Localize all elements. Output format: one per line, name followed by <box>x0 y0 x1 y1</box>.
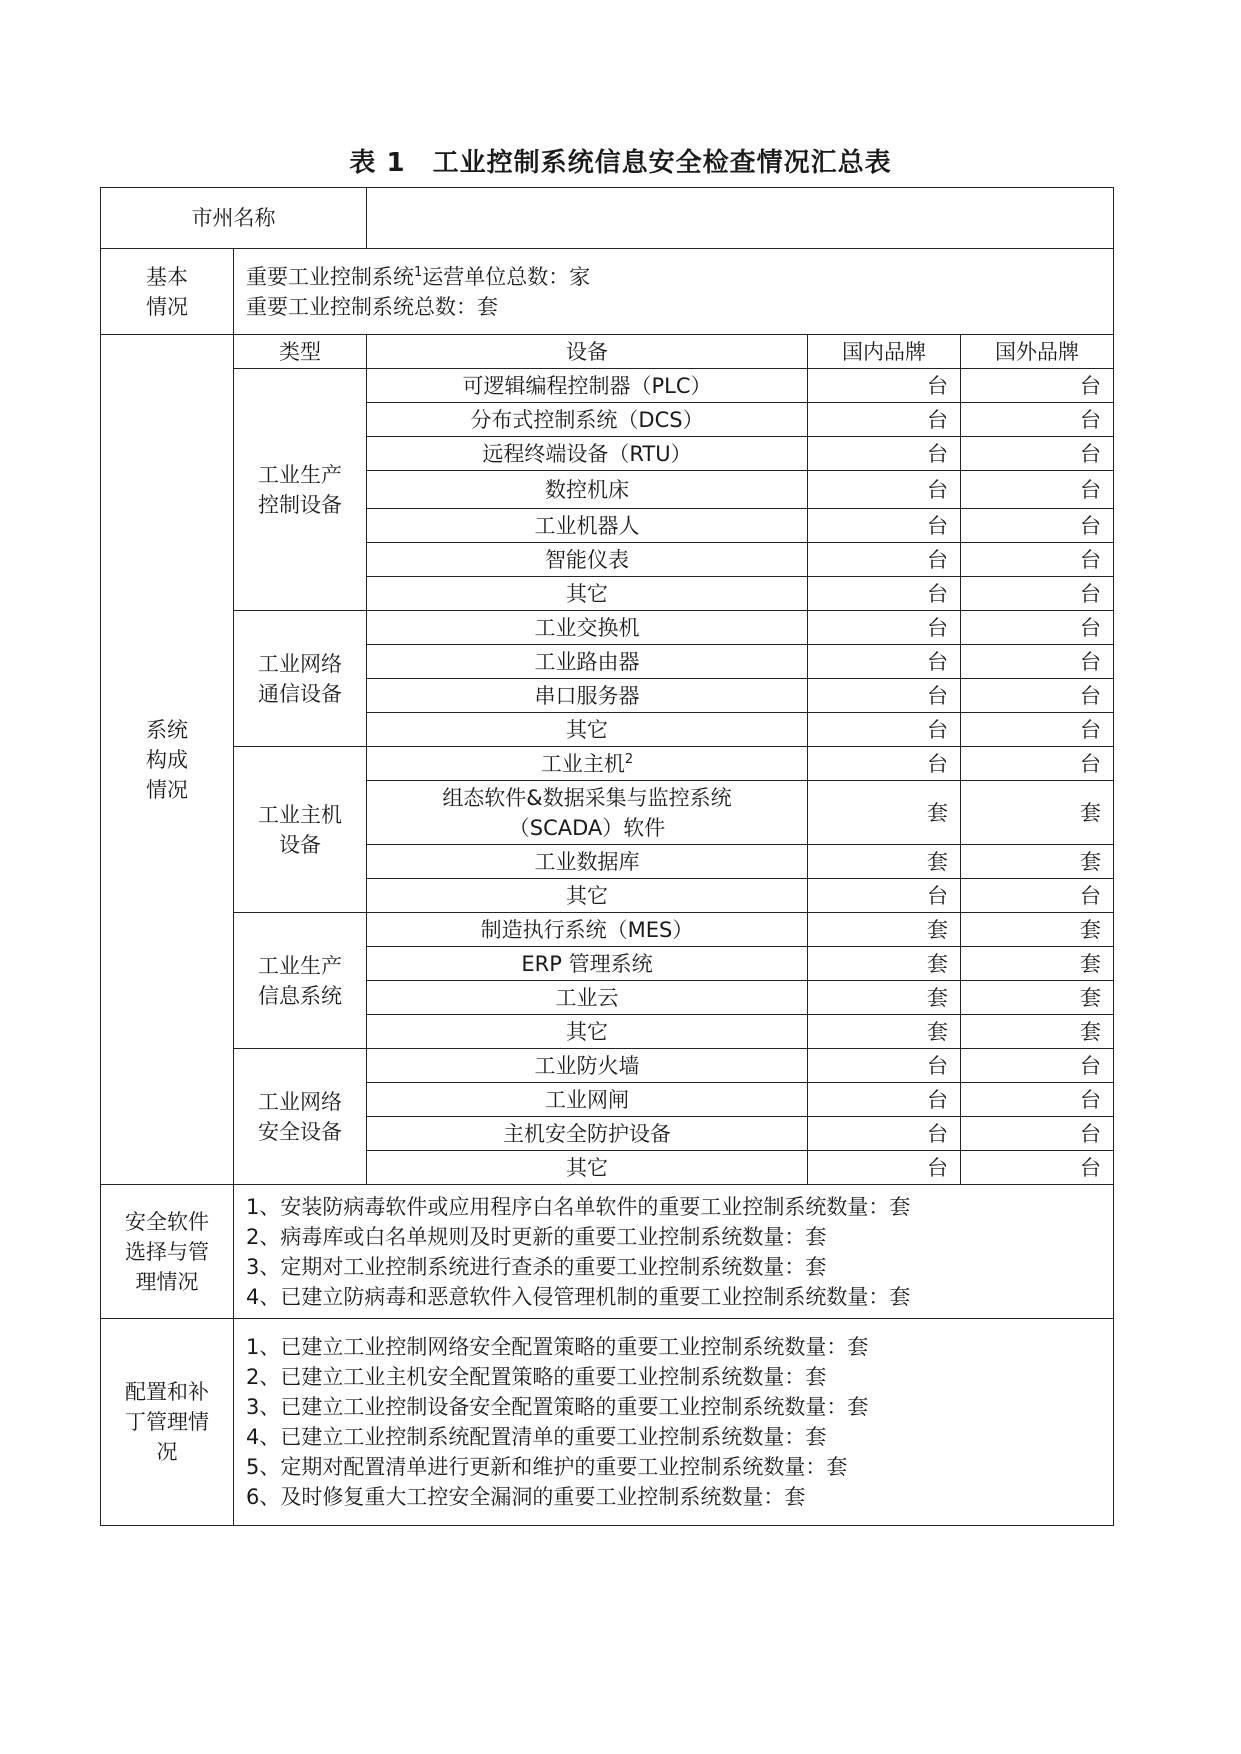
foreign-count-cell[interactable]: 台 <box>961 509 1114 543</box>
foreign-count-cell[interactable]: 台 <box>961 577 1114 611</box>
foreign-count-cell[interactable]: 台 <box>961 1049 1114 1083</box>
list-item: 3、定期对工业控制系统进行查杀的重要工业控制系统数量：套 <box>246 1254 827 1279</box>
device-cell: 主机安全防护设备 <box>367 1117 808 1151</box>
device-cell: 工业数据库 <box>367 845 808 879</box>
header-type: 类型 <box>234 335 367 369</box>
domestic-count-cell[interactable]: 台 <box>808 509 961 543</box>
domestic-count-cell[interactable]: 台 <box>808 577 961 611</box>
foreign-count-cell[interactable]: 台 <box>961 1117 1114 1151</box>
city-value-field[interactable] <box>367 188 1114 249</box>
domestic-count-cell[interactable]: 台 <box>808 369 961 403</box>
list-item: 1、已建立工业控制网络安全配置策略的重要工业控制系统数量：套 <box>246 1335 869 1359</box>
list-item: 6、及时修复重大工控安全漏洞的重要工业控制系统数量：套 <box>246 1485 806 1509</box>
summary-table <box>100 187 1114 1526</box>
domestic-count-cell[interactable]: 台 <box>808 543 961 577</box>
basic-info-label: 基本 情况 <box>101 249 234 335</box>
security-software-content <box>234 1185 1114 1319</box>
composition-header-row <box>101 335 1114 369</box>
device-cell: 其它 <box>367 879 808 913</box>
domestic-count-cell[interactable]: 台 <box>808 713 961 747</box>
header-foreign: 国外品牌 <box>961 335 1114 369</box>
table-row <box>101 747 1114 781</box>
device-cell: 其它 <box>367 1151 808 1185</box>
group-label: 工业网络 安全设备 <box>234 1049 367 1185</box>
group-label: 工业主机 设备 <box>234 747 367 913</box>
foreign-count-cell[interactable]: 套 <box>961 981 1114 1015</box>
device-cell: 串口服务器 <box>367 679 808 713</box>
table-row <box>101 369 1114 403</box>
operator-count-line: 重要工业控制系统$^1$运营单位总数：家 <box>246 264 591 289</box>
foreign-count-cell[interactable]: 台 <box>961 1083 1114 1117</box>
table-row <box>101 913 1114 947</box>
foreign-count-cell[interactable]: 套 <box>961 845 1114 879</box>
group-label: 工业生产 信息系统 <box>234 913 367 1049</box>
security-software-row <box>101 1185 1114 1319</box>
foreign-count-cell[interactable]: 台 <box>961 437 1114 471</box>
device-cell: 工业路由器 <box>367 645 808 679</box>
device-cell: 工业防火墙 <box>367 1049 808 1083</box>
page-title: 表 1 工业控制系统信息安全检查情况汇总表 <box>349 148 892 178</box>
device-cell: 其它 <box>367 577 808 611</box>
domestic-count-cell[interactable]: 台 <box>808 437 961 471</box>
group-label: 工业生产 控制设备 <box>234 369 367 611</box>
composition-label: 系统 构成 情况 <box>101 335 234 1185</box>
domestic-count-cell[interactable]: 套 <box>808 845 961 879</box>
foreign-count-cell[interactable]: 套 <box>961 781 1114 845</box>
device-cell: 组态软件&数据采集与监控系统 （SCADA）软件 <box>367 781 808 845</box>
device-cell: 工业云 <box>367 981 808 1015</box>
device-cell: 制造执行系统（MES） <box>367 913 808 947</box>
device-cell: 远程终端设备（RTU） <box>367 437 808 471</box>
basic-info-content <box>234 249 1114 335</box>
domestic-count-cell[interactable]: 套 <box>808 781 961 845</box>
foreign-count-cell[interactable]: 台 <box>961 679 1114 713</box>
config-patch-content <box>234 1319 1114 1526</box>
device-cell: 工业主机$^2$ <box>367 747 808 781</box>
device-cell: 智能仪表 <box>367 543 808 577</box>
list-item: 5、定期对配置清单进行更新和维护的重要工业控制系统数量：套 <box>246 1455 848 1479</box>
domestic-count-cell[interactable]: 套 <box>808 947 961 981</box>
foreign-count-cell[interactable]: 台 <box>961 1151 1114 1185</box>
domestic-count-cell[interactable]: 套 <box>808 913 961 947</box>
foreign-count-cell[interactable]: 台 <box>961 543 1114 577</box>
header-domestic: 国内品牌 <box>808 335 961 369</box>
foreign-count-cell[interactable]: 台 <box>961 369 1114 403</box>
device-cell: 工业网闸 <box>367 1083 808 1117</box>
foreign-count-cell[interactable]: 套 <box>961 947 1114 981</box>
domestic-count-cell[interactable]: 台 <box>808 1049 961 1083</box>
config-patch-row <box>101 1319 1114 1526</box>
domestic-count-cell[interactable]: 台 <box>808 611 961 645</box>
foreign-count-cell[interactable]: 台 <box>961 471 1114 509</box>
foreign-count-cell[interactable]: 台 <box>961 611 1114 645</box>
foreign-count-cell[interactable]: 套 <box>961 913 1114 947</box>
config-patch-label: 配置和补 丁管理情 况 <box>101 1319 234 1526</box>
domestic-count-cell[interactable]: 台 <box>808 1151 961 1185</box>
device-cell: 工业交换机 <box>367 611 808 645</box>
foreign-count-cell[interactable]: 套 <box>961 1015 1114 1049</box>
domestic-count-cell[interactable]: 台 <box>808 403 961 437</box>
domestic-count-cell[interactable]: 套 <box>808 1015 961 1049</box>
device-cell: 数控机床 <box>367 471 808 509</box>
list-item: 3、已建立工业控制设备安全配置策略的重要工业控制系统数量：套 <box>246 1395 869 1419</box>
list-item: 2、病毒库或白名单规则及时更新的重要工业控制系统数量：套 <box>246 1224 827 1249</box>
list-item: 4、已建立防病毒和恶意软件入侵管理机制的重要工业控制系统数量：套 <box>246 1284 911 1309</box>
foreign-count-cell[interactable]: 台 <box>961 403 1114 437</box>
group-label: 工业网络 通信设备 <box>234 611 367 747</box>
domestic-count-cell[interactable]: 套 <box>808 981 961 1015</box>
table-row <box>101 611 1114 645</box>
domestic-count-cell[interactable]: 台 <box>808 679 961 713</box>
device-cell: 其它 <box>367 1015 808 1049</box>
device-cell: 可逻辑编程控制器（PLC） <box>367 369 808 403</box>
city-row <box>101 188 1114 249</box>
domestic-count-cell[interactable]: 台 <box>808 471 961 509</box>
list-item: 2、已建立工业主机安全配置策略的重要工业控制系统数量：套 <box>246 1365 827 1389</box>
table-row <box>101 1049 1114 1083</box>
foreign-count-cell[interactable]: 台 <box>961 713 1114 747</box>
foreign-count-cell[interactable]: 台 <box>961 879 1114 913</box>
security-software-label: 安全软件 选择与管 理情况 <box>101 1185 234 1319</box>
domestic-count-cell[interactable]: 台 <box>808 747 961 781</box>
device-cell: 工业机器人 <box>367 509 808 543</box>
foreign-count-cell[interactable]: 台 <box>961 747 1114 781</box>
domestic-count-cell[interactable]: 台 <box>808 645 961 679</box>
system-count-line: 重要工业控制系统总数：套 <box>246 294 498 319</box>
city-label: 市州名称 <box>101 188 367 249</box>
basic-info-row <box>101 249 1114 335</box>
list-item: 1、安装防病毒软件或应用程序白名单软件的重要工业控制系统数量：套 <box>246 1194 911 1219</box>
device-cell: 分布式控制系统（DCS） <box>367 403 808 437</box>
list-item: 4、已建立工业控制系统配置清单的重要工业控制系统数量：套 <box>246 1425 827 1449</box>
domestic-count-cell[interactable]: 台 <box>808 1083 961 1117</box>
domestic-count-cell[interactable]: 台 <box>808 879 961 913</box>
device-cell: ERP 管理系统 <box>367 947 808 981</box>
foreign-count-cell[interactable]: 台 <box>961 645 1114 679</box>
device-cell: 其它 <box>367 713 808 747</box>
domestic-count-cell[interactable]: 台 <box>808 1117 961 1151</box>
header-device: 设备 <box>367 335 808 369</box>
